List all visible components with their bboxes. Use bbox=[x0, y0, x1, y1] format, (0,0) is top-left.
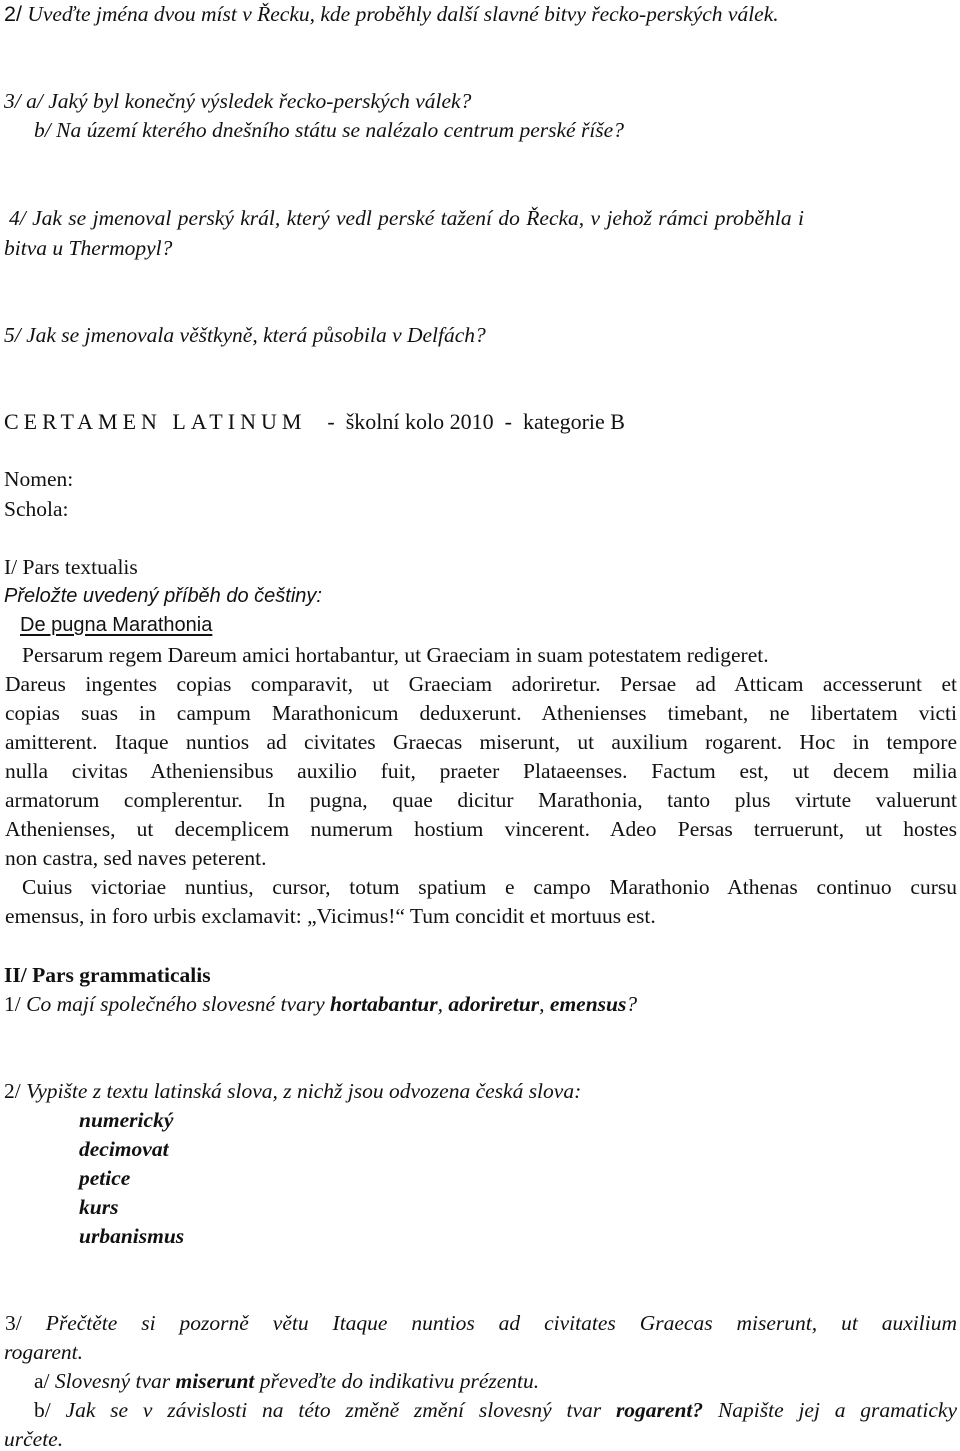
contest-title-rest: - školní kolo 2010 - kategorie B bbox=[327, 409, 625, 434]
gq1-word-emensus: emensus bbox=[549, 992, 627, 1016]
gq3-text: Přečtěte si pozorně větu Itaque nuntios ad civitates Graecas miserunt, ut auxilium bbox=[45, 1311, 957, 1335]
word-kurs: kurs bbox=[79, 1195, 119, 1219]
gq3a-letter: a/ bbox=[34, 1369, 55, 1393]
word-numericky: numerický bbox=[79, 1108, 174, 1132]
grammar-question-3b-line1 bbox=[34, 1400, 957, 1422]
section-1-heading: I/ Pars textualis bbox=[4, 555, 138, 579]
word-decimovat: decimovat bbox=[79, 1137, 169, 1161]
gq3a-pre: Slovesný tvar bbox=[54, 1369, 176, 1393]
grammar-question-3a bbox=[34, 1371, 539, 1393]
gq3b-pre: Jak se v závislosti na této změně změní slovesný tvar bbox=[65, 1398, 616, 1422]
gq1-sep-2: , bbox=[539, 992, 550, 1016]
grammar-question-2 bbox=[4, 1081, 581, 1103]
gq3b-word: rogarent? bbox=[615, 1398, 704, 1422]
q2-text: Uveďte jména dvou míst v Řecku, kde proběhly další slavné bitvy řecko-perských válek. bbox=[21, 2, 779, 26]
nomen-label: Nomen: bbox=[4, 467, 74, 491]
latin-text-line: copias suas in campum Marathonicum deduxerunt. Athenienses timebant, ne libertatem victi bbox=[5, 701, 957, 725]
gq3b-post: Napište jej a gramaticky bbox=[703, 1398, 958, 1422]
contest-title bbox=[4, 411, 625, 433]
latin-text-line: non castra, sed naves peterent. bbox=[5, 846, 267, 870]
schola-label: Schola: bbox=[4, 497, 69, 521]
gq1-end: ? bbox=[626, 992, 638, 1016]
latin-text-line: Dareus ingentes copias comparavit, ut Graeciam adoriretur. Persae ad Atticam accesserunt et bbox=[5, 672, 957, 696]
gq1-text: Co mají společného slovesné tvary bbox=[26, 992, 331, 1016]
grammar-question-1 bbox=[4, 994, 637, 1016]
latin-text-line: amitterent. Itaque nuntios ad civitates Graecas miserunt, ut auxilium rogarent. Hoc in tempore bbox=[5, 730, 957, 754]
question-4-line1: 4/ Jak se jmenoval perský král, který vedl perské tažení do Řecka, v jehož rámci proběhla i bbox=[9, 206, 804, 230]
gq3b-letter: b/ bbox=[34, 1398, 66, 1422]
gq3a-word: miserunt bbox=[175, 1369, 255, 1393]
text-title: De pugna Marathonia bbox=[20, 614, 213, 636]
gq3-number: 3/ bbox=[5, 1311, 46, 1335]
gq1-word-adoriretur: adoriretur bbox=[448, 992, 540, 1016]
latin-text-line: nulla civitas Atheniensibus auxilio fuit, praeter Plataeenses. Factum est, ut decem milia bbox=[5, 759, 957, 783]
gq1-sep-1: , bbox=[437, 992, 449, 1016]
gq2-number: 2/ bbox=[4, 1079, 27, 1103]
grammar-question-3-line2: rogarent. bbox=[4, 1340, 84, 1364]
question-5: 5/ Jak se jmenovala věštkyně, která působila v Delfách? bbox=[4, 323, 486, 347]
gq3a-post: převeďte do indikativu prézentu. bbox=[254, 1369, 540, 1393]
gq1-word-hortabantur: hortabantur bbox=[330, 992, 438, 1016]
latin-text-line: Athenienses, ut decemplicem numerum hostium vincerent. Adeo Persas terruerunt, ut hostes bbox=[5, 817, 957, 841]
grammar-question-3-line1 bbox=[5, 1313, 957, 1335]
question-3b: b/ Na území kterého dnešního státu se nalézalo centrum perské říše? bbox=[34, 118, 624, 142]
word-petice: petice bbox=[79, 1166, 131, 1190]
latin-text-line: emensus, in foro urbis exclamavit: „Vicimus!“ Tum concidit et mortuus est. bbox=[5, 904, 656, 928]
section-2-heading: II/ Pars grammaticalis bbox=[4, 963, 211, 987]
grammar-question-3b-line2: určete. bbox=[4, 1427, 64, 1451]
translation-instruction: Přeložte uvedený příběh do češtiny: bbox=[4, 585, 322, 607]
question-4-line2: bitva u Thermopyl? bbox=[4, 236, 173, 260]
gq1-number: 1/ bbox=[4, 992, 27, 1016]
latin-text-line: Persarum regem Dareum amici hortabantur, ut Graeciam in suam potestatem redigeret. bbox=[22, 643, 769, 667]
latin-text-line: armatorum complerentur. In pugna, quae dicitur Marathonia, tanto plus virtute valuerunt bbox=[5, 788, 957, 812]
word-urbanismus: urbanismus bbox=[79, 1224, 185, 1248]
gq2-text: Vypište z textu latinská slova, z nichž jsou odvozena česká slova: bbox=[26, 1079, 582, 1103]
contest-title-spaced: CERTAMEN LATINUM bbox=[4, 409, 307, 434]
question-3a: 3/ a/ Jaký byl konečný výsledek řecko-perských válek? bbox=[4, 89, 472, 113]
question-2-places bbox=[4, 4, 779, 26]
latin-text-line: Cuius victoriae nuntius, cursor, totum spatium e campo Marathonio Athenas continuo cursu bbox=[22, 875, 957, 899]
q2-number: 2/ bbox=[4, 2, 22, 26]
